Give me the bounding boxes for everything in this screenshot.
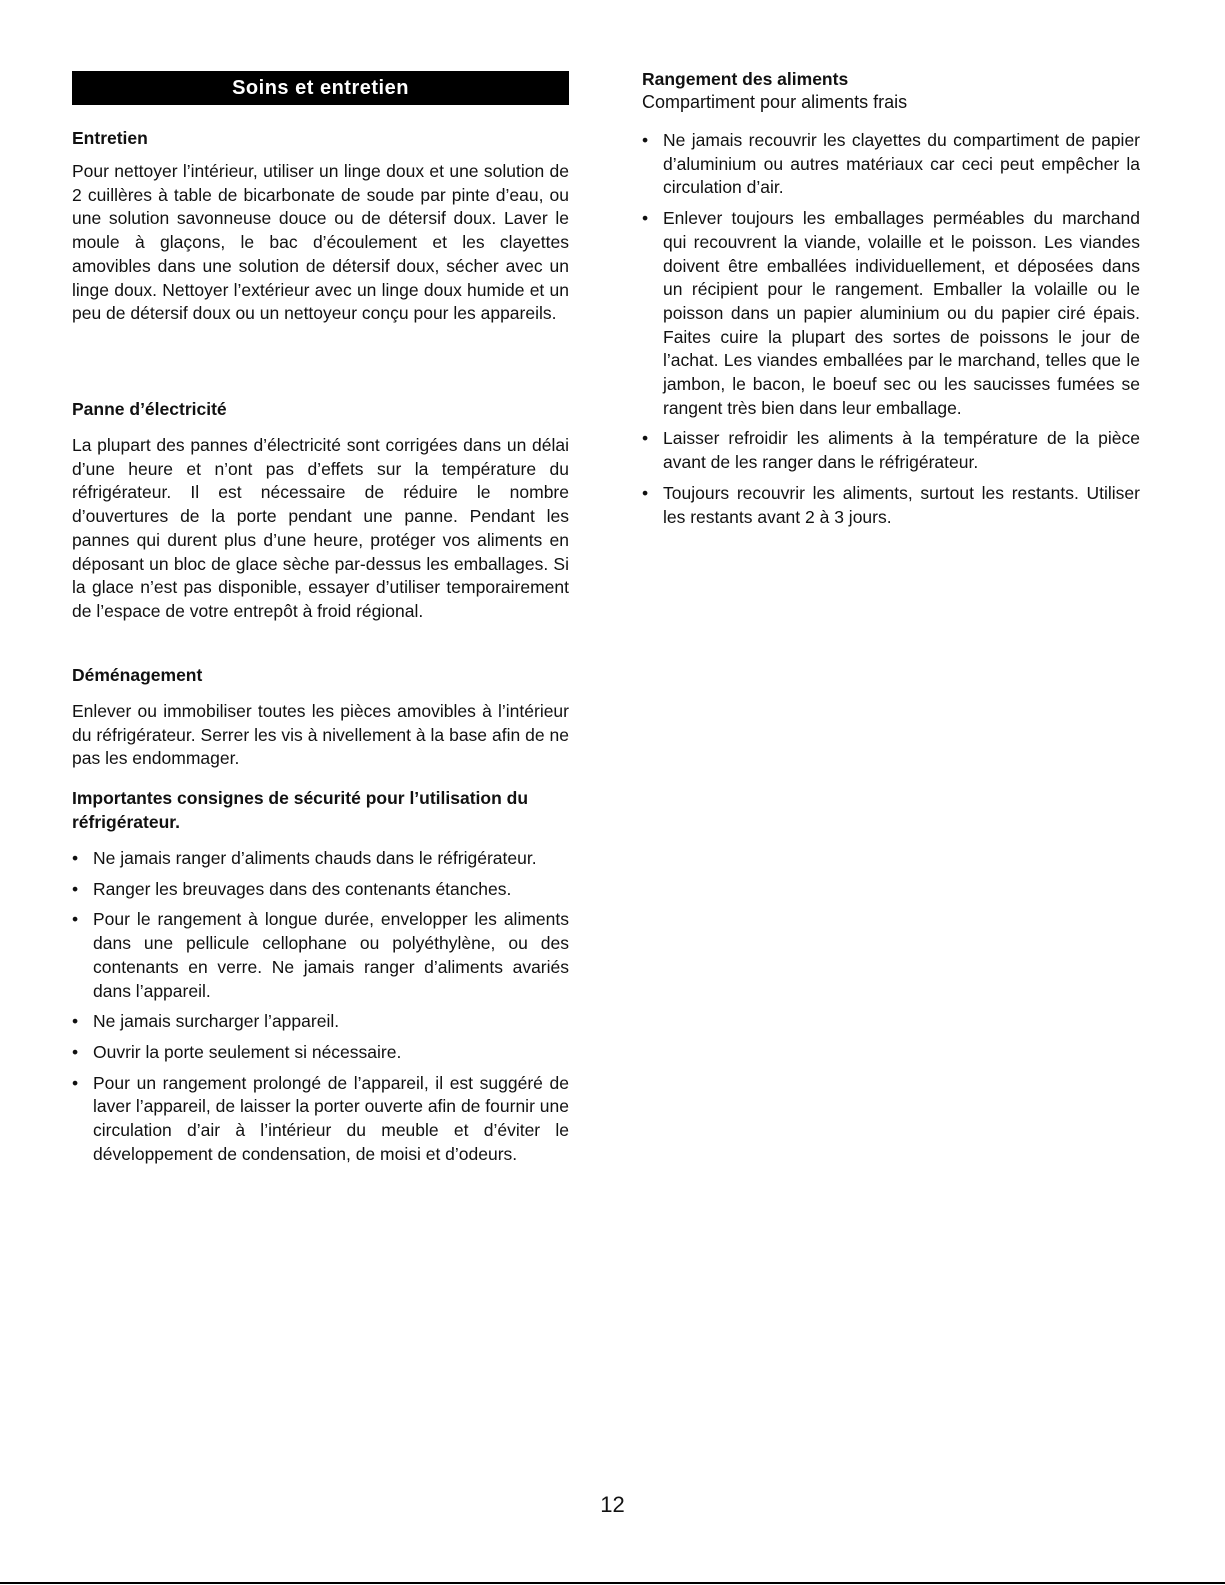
consignes-heading: Importantes consignes de sécurité pour l’utilisation du réfrigérateur. (72, 788, 529, 832)
bullet: • (642, 130, 649, 150)
list-item: • Pour un rangement prolongé de l’appareil, il est suggéré de laver l’appareil, de laisser la porter ouverte afin de fournir une circulation d’air à l’intérieur du meuble et d’éviter le développement de condensation, de moisi et d’odeurs. (72, 1072, 569, 1164)
rangement-heading: Rangement des aliments (642, 69, 849, 89)
bullet: • (72, 1041, 79, 1062)
list-item: • Ranger les breuvages dans des contenants étanches. (72, 878, 569, 902)
bottom-rule (0, 1582, 1225, 1584)
bullet: • (72, 848, 79, 868)
list-item: • Laisser refroidir les aliments à la température de la pièce avant de les ranger dans le réfrigérateur. (642, 428, 1140, 473)
panne-body: La plupart des pannes d’électricité sont corrigées dans un délai d’une heure et n’ont pas d’effets sur la température du réfrigérateur. Il est nécessaire de réduire le nombre d’ouvertures de la porte pendant une panne. Pendant les pannes qui durent plus d’une heure, protéger vos aliments en déposant un bloc de glace sèche par-dessus les emballages. Si la glace n’est pas disponible, essayer d’utiliser temporairement de l’espace de votre entrepôt à froid régional. (72, 435, 569, 621)
consignes-list (72, 847, 569, 1173)
page-number: 12 (600, 1492, 625, 1517)
rangement-list (642, 129, 1140, 536)
bullet: • (642, 208, 649, 229)
rangement-subheading: Compartiment pour aliments frais (642, 92, 908, 112)
list-item: • Pour le rangement à longue durée, envelopper les aliments dans une pellicule cellophane ou polyéthylène, ou des contenants en verre. Ne jamais ranger d’aliments avariés dans l’appareil. (72, 909, 569, 1001)
list-item: • Enlever toujours les emballages perméables du marchand qui recouvrent la viande, volaille et le poisson. Les viandes doivent être emballées individuellement, et déposées dans un récipient pour le rangement. Emballer la volaille ou le poisson dans un papier aluminium ou du papier ciré épais. Faites cuire la plupart des sortes de poissons le jour de l’achat. Les viandes emballées par le marchand, telles que le jambon, le bacon, le boeuf sec ou les saucisses fumées se rangent très bien dans leur emballage. (642, 208, 1140, 418)
panne-heading: Panne d’électricité (72, 399, 227, 419)
demenagement-heading: Déménagement (72, 665, 203, 685)
list-item: • Ouvrir la porte seulement si nécessaire. (72, 1041, 569, 1065)
bullet: • (642, 428, 649, 449)
entretien-body: Pour nettoyer l’intérieur, utiliser un linge doux et une solution de 2 cuillères à table de bicarbonate de soude par pinte d’eau, ou une solution savonneuse douce ou de détersif doux. Laver le moule à glaçons, le bac d’écoulement et les clayettes amovibles dans une solution de détersif doux, sécher avec un linge doux. Nettoyer l’extérieur avec un linge doux humide et un peu de détersif doux ou un nettoyeur conçu pour les appareils. (72, 161, 569, 324)
bullet: • (72, 909, 79, 930)
list-item: • Ne jamais surcharger l’appareil. (72, 1010, 569, 1034)
bullet: • (642, 482, 649, 503)
demenagement-body: Enlever ou immobiliser toutes les pièces amovibles à l’intérieur du réfrigérateur. Serrer les vis à nivellement à la base afin de ne pas les endommager. (72, 701, 569, 769)
bullet: • (72, 1011, 79, 1032)
list-item: • Toujours recouvrir les aliments, surtout les restants. Utiliser les restants avant 2 à 3 jours. (642, 482, 1140, 527)
bullet: • (72, 1072, 79, 1093)
list-item: • Ne jamais ranger d’aliments chauds dans le réfrigérateur. (72, 847, 569, 871)
entretien-heading: Entretien (72, 128, 148, 148)
bullet: • (72, 878, 79, 899)
section-banner: Soins et entretien (72, 71, 569, 105)
list-item: • Ne jamais recouvrir les clayettes du compartiment de papier d’aluminium ou autres matériaux car ceci peut empêcher la circulation d’air. (642, 130, 1140, 198)
